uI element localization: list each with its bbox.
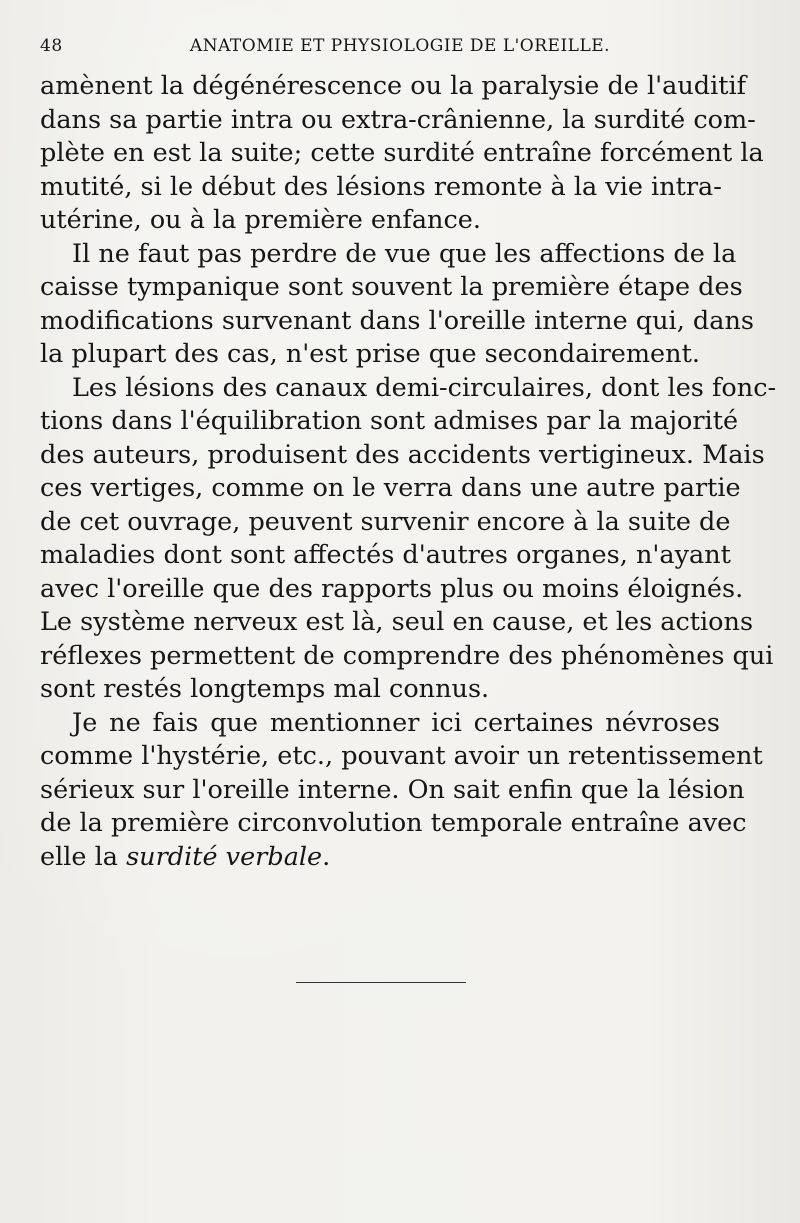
- final-line: [40, 841, 720, 875]
- text-line: dans sa partie intra ou extra-crânienne, la surdité com-: [40, 104, 756, 135]
- text-line: caisse tympanique sont souvent la première étape des: [40, 272, 743, 302]
- final-line-prefix: elle la: [40, 841, 127, 872]
- text-line: des auteurs, produisent des accidents vertigineux. Mais: [40, 439, 765, 470]
- text-line: comme l'hystérie, etc., pouvant avoir un retentissement: [40, 741, 763, 771]
- text-line: amènent la dégénérescence ou la paralysie de l'auditif: [40, 71, 747, 101]
- text-line: modifications survenant dans l'oreille interne qui, dans: [40, 305, 754, 336]
- text-line: réflexes permettent de comprendre des phénomènes qui: [40, 640, 774, 671]
- text-line: de la première circonvolution temporale entraîne avec: [40, 808, 747, 838]
- final-line-suffix: .: [322, 841, 331, 872]
- text-line: avec l'oreille que des rapports plus ou moins éloignés.: [40, 573, 744, 604]
- paragraph-4: [40, 707, 763, 875]
- body-text: [40, 70, 777, 874]
- end-rule: [296, 982, 466, 983]
- text-line: plète en est la suite; cette surdité entraîne forcément la: [40, 138, 764, 168]
- paragraph-1: [40, 70, 764, 238]
- text-line: sérieux sur l'oreille interne. On sait enfin que la lésion: [40, 774, 745, 805]
- text-line: de cet ouvrage, peuvent survenir encore à la suite de: [40, 506, 731, 537]
- text-line: Les lésions des canaux demi-circulaires, dont les fonc-: [72, 372, 777, 403]
- text-line: Il ne faut pas perdre de vue que les affections de la: [72, 238, 737, 269]
- italic-term: surdité verbale: [126, 841, 323, 872]
- text-line: maladies dont sont affectés d'autres organes, n'ayant: [40, 540, 731, 570]
- text-line: mutité, si le début des lésions remonte à la vie intra-: [40, 171, 722, 202]
- text-line: Je ne fais que mentionner ici certaines névroses: [72, 707, 720, 738]
- paragraph-3: [40, 372, 777, 707]
- running-title: ANATOMIE ET PHYSIOLOGIE DE L'OREILLE.: [189, 36, 611, 56]
- text-line: la plupart des cas, n'est prise que secondairement.: [40, 339, 700, 369]
- text-line: Le système nerveux est là, seul en cause, et les actions: [40, 607, 754, 637]
- page-number: 48: [40, 36, 63, 56]
- paragraph-2: [40, 238, 754, 372]
- running-header: [40, 36, 720, 60]
- text-line: utérine, ou à la première enfance.: [40, 205, 481, 235]
- text-line: ces vertiges, comme on le verra dans une autre partie: [40, 473, 741, 503]
- text-line: sont restés longtemps mal connus.: [40, 674, 490, 704]
- text-line: tions dans l'équilibration sont admises par la majorité: [40, 406, 739, 436]
